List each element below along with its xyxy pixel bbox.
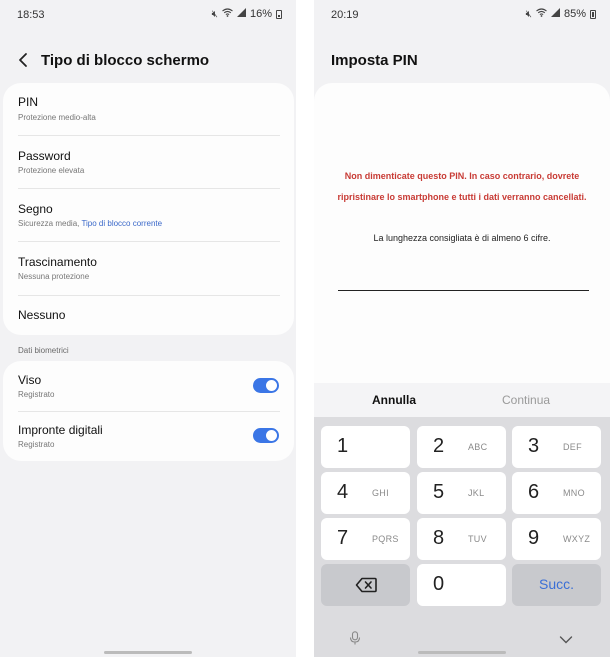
key-letters: TUV [468,534,487,544]
lock-type-screen [0,0,296,657]
app-bar [314,44,610,76]
key-0[interactable] [417,564,506,606]
option-subtitle: Protezione elevata [18,166,85,175]
status-bar [0,0,296,30]
pin-entry-card [314,83,610,383]
biometric-viso[interactable] [18,373,282,405]
key-digit: 5 [433,481,445,503]
backspace-key[interactable] [321,564,410,606]
lock-option-pin[interactable] [18,95,282,135]
status-time: 18:53 [17,9,45,21]
option-label: Segno [18,202,53,216]
option-label: Viso [18,373,42,387]
key-5[interactable] [417,472,506,514]
signal-icon [551,8,560,20]
back-arrow-icon[interactable] [16,52,30,68]
biometric-impronte[interactable] [18,423,282,455]
option-subtitle: Protezione medio-alta [18,113,96,122]
impronte-toggle[interactable] [253,428,279,443]
option-label: Password [18,149,71,163]
option-subtitle: Nessuna protezione [18,272,90,281]
key-6[interactable] [512,472,601,514]
pin-action-bar [314,383,610,417]
key-digit: 8 [433,527,445,549]
pin-length-hint: La lunghezza consigliata è di almeno 6 cifre. [373,233,551,243]
key-3[interactable] [512,426,601,468]
status-bar [314,0,610,30]
key-letters: DEF [563,442,582,452]
biometrics-list [3,361,294,461]
next-key-label: Succ. [538,576,574,592]
key-digit: 9 [528,527,540,549]
continue-button[interactable]: Continua [502,393,551,407]
page-title: Imposta PIN [331,52,418,69]
option-label: Impronte digitali [18,423,103,437]
divider [18,135,280,136]
key-letters: WXYZ [563,534,591,544]
status-icons [526,8,596,20]
mic-icon[interactable] [349,631,361,645]
option-label: Trascinamento [18,255,97,269]
battery-icon [590,10,596,19]
key-2[interactable] [417,426,506,468]
nav-handle[interactable] [104,651,192,654]
key-1[interactable] [321,426,410,468]
option-subtitle: Registrato [18,390,55,399]
status-icons [212,8,282,20]
next-key[interactable] [512,564,601,606]
option-subtitle-text: Sicurezza media, [18,219,82,228]
lock-option-nessuno[interactable] [18,308,282,328]
key-9[interactable] [512,518,601,560]
key-4[interactable] [321,472,410,514]
key-8[interactable] [417,518,506,560]
set-pin-screen [314,0,610,657]
key-letters: GHI [372,488,389,498]
key-letters: ABC [468,442,488,452]
page-title: Tipo di blocco schermo [41,52,210,69]
key-digit: 2 [433,435,445,457]
divider [18,295,280,296]
section-header-biometrics: Dati biometrici [18,346,69,355]
nav-handle[interactable] [418,651,506,654]
key-digit: 7 [337,527,349,549]
backspace-icon [355,577,377,593]
key-letters: MNO [563,488,585,498]
lock-option-segno[interactable] [18,202,282,242]
mute-icon: 🔇︎ [525,8,532,20]
signal-icon [237,8,246,20]
chevron-down-icon[interactable] [559,632,573,642]
key-letters: JKL [468,488,485,498]
pin-warning-text: Non dimenticate questo PIN. In caso contrario, dovrete ripristinare lo smartphone e tutti i dati verranno cancellati. [337,171,587,202]
key-digit: 1 [337,435,349,457]
lock-option-password[interactable] [18,149,282,189]
wifi-icon [222,8,233,20]
key-digit: 6 [528,481,540,503]
key-digit: 0 [433,573,445,595]
status-time: 20:19 [331,9,359,21]
lock-option-trascinamento[interactable] [18,255,282,295]
key-digit: 3 [528,435,540,457]
key-letters: PQRS [372,534,399,544]
key-7[interactable] [321,518,410,560]
divider [18,241,280,242]
cancel-button[interactable]: Annulla [372,393,416,407]
battery-level: 16% [249,8,272,20]
option-subtitle [18,219,162,228]
battery-icon [276,10,282,19]
key-digit: 4 [337,481,349,503]
app-bar [0,44,296,76]
option-subtitle: Registrato [18,440,55,449]
lock-type-list [3,83,294,335]
current-lock-type-link: Tipo di blocco corrente [81,219,163,228]
divider [18,188,280,189]
option-label: Nessuno [18,308,66,322]
viso-toggle[interactable] [253,378,279,393]
option-label: PIN [18,95,39,109]
battery-level: 85% [563,8,586,20]
pin-input[interactable] [338,290,589,291]
wifi-icon [536,8,547,20]
divider [18,411,280,412]
mute-icon: 🔇︎ [211,8,218,20]
